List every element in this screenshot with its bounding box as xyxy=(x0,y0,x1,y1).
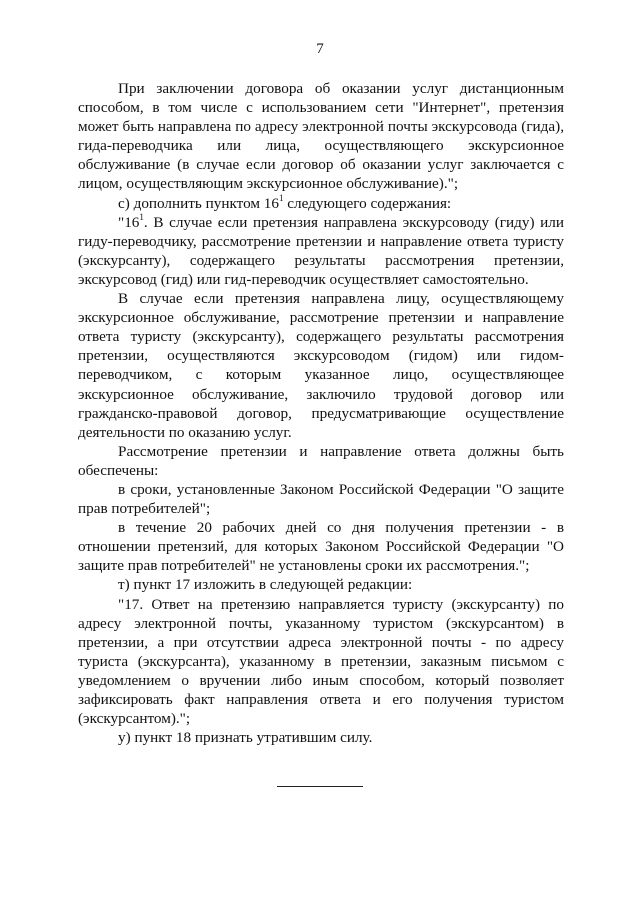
end-separator-line xyxy=(277,786,363,787)
paragraph-point-16-1-pre: "16 xyxy=(118,213,140,231)
paragraph-item-s-sup: 1 xyxy=(279,192,284,203)
paragraph-item-u: у) пункт 18 признать утратившим силу. xyxy=(118,729,373,747)
paragraph-item-s-post: следующего содержания: xyxy=(283,194,452,212)
paragraph-term-20-days: в течение 20 рабочих дней со дня получения претензии - в отношении претензий, для которых Законом Российской Федерации "О защите прав потребителей" не установлены сроки их рассмотрения."; xyxy=(78,519,564,575)
paragraph-point-17: "17. Ответ на претензию направляется туристу (экскурсанту) по адресу электронной почты, указанному туристом (экскурсантом) в претензии, а при отсутствии адреса электронной почты - по адресу туриста (экскурсанта), указанному в претензии, заказным письмом с уведомлением о вручении либо иным способом, который позволяет зафиксировать факт направления ответа и его получения туристом (экскурсантом)."; xyxy=(78,595,564,728)
paragraph-claim-to-organization: В случае если претензия направлена лицу, осуществляющему экскурсионное обслуживание, рассмотрение претензии и направление ответа туристу (экскурсанту), содержащего результаты рассмотрения претензии, осуществляются экскурсоводом (гидом) или гидом-переводчиком, с которым указанное лицо, осуществляющее экскурсионное обслуживание, заключило трудовой договор или гражданско-правовой договор, предусматривающие осуществление деятельности по оказанию услуг. xyxy=(78,290,564,441)
paragraph-review-terms: Рассмотрение претензии и направление ответа должны быть обеспечены: xyxy=(78,442,564,479)
paragraph-item-s xyxy=(78,194,564,213)
document-body xyxy=(78,79,564,747)
paragraph-point-16-1-sup: 1 xyxy=(139,211,144,222)
paragraph-term-law: в сроки, установленные Законом Российской Федерации "О защите прав потребителей"; xyxy=(78,480,564,518)
paragraph-item-s-pre: с) дополнить пунктом 16 xyxy=(118,194,279,212)
paragraph-point-16-1 xyxy=(78,213,564,289)
paragraph-item-t: т) пункт 17 изложить в следующей редакции: xyxy=(118,576,413,594)
paragraph-remote-contract: При заключении договора об оказании услуг дистанционным способом, в том числе с использованием сети "Интернет", претензия может быть направлена по адресу электронной почты экскурсовода (гида), гида-переводчика или лица, осуществляющего экскурсионное обслуживание (в случае если договор об оказании услуг заключается с лицом, осуществляющим экскурсионное обслуживание)."; xyxy=(78,80,564,193)
paragraph-point-16-1-post: . В случае если претензия направлена экскурсоводу (гиду) или гиду-переводчику, рассмотрение претензии и направление ответа туристу (экскурсанту), содержащего результаты рассмотрения претензии, экскурсовод (гид) или гид-переводчик осуществляет самостоятельно. xyxy=(78,213,564,288)
page-number: 7 xyxy=(316,41,324,57)
